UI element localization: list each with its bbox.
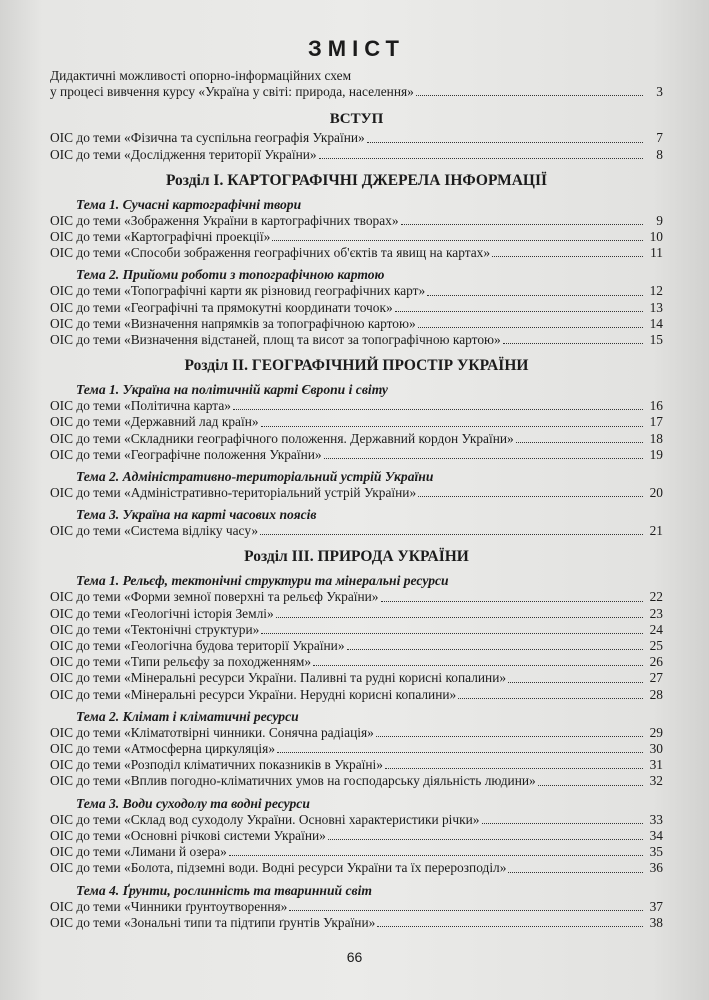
dot-leader bbox=[508, 682, 643, 683]
dot-leader bbox=[416, 95, 643, 96]
toc-entry bbox=[50, 589, 663, 605]
toc-entry bbox=[50, 622, 663, 638]
toc-entry-page: 21 bbox=[649, 523, 663, 539]
vstup-heading: ВСТУП bbox=[329, 111, 384, 128]
theme-heading: Тема 2. Клімат і кліматичні ресурси bbox=[76, 708, 299, 724]
dot-leader bbox=[395, 311, 643, 312]
dot-leader bbox=[229, 855, 643, 856]
toc-entry bbox=[50, 860, 663, 876]
toc-entry bbox=[50, 670, 663, 686]
intro-line-1: Дидактичні можливості опорно-інформаційних схем bbox=[50, 68, 352, 83]
dot-leader bbox=[376, 736, 643, 737]
theme-heading: Тема 1. Україна на політичній карті Європи і світу bbox=[76, 382, 388, 398]
dot-leader bbox=[347, 649, 643, 650]
dot-leader bbox=[516, 442, 643, 443]
toc-entry-page: 3 bbox=[656, 84, 663, 100]
toc-entry bbox=[50, 316, 663, 332]
theme-heading: Тема 3. Води суходолу та водні ресурси bbox=[76, 795, 310, 811]
section-heading: Розділ І. КАРТОГРАФІЧНІ ДЖЕРЕЛА ІНФОРМАЦІЇ bbox=[165, 171, 548, 189]
toc-entry-text: ОІС до теми «Картографічні проекції» bbox=[50, 229, 271, 245]
toc-entry bbox=[50, 398, 663, 414]
toc-entry-text: ОІС до теми «Державний лад країн» bbox=[50, 414, 259, 430]
toc-entry-text: ОІС до теми «Основні річкові системи України» bbox=[50, 827, 326, 843]
toc-entry-text: ОІС до теми «Мінеральні ресурси України. Паливні та рудні корисні копалини» bbox=[50, 670, 507, 686]
toc-entry bbox=[50, 447, 663, 463]
toc-entry-text: ОІС до теми «Розподіл кліматичних показників в Україні» bbox=[50, 757, 383, 773]
toc-entry-text: ОІС до теми «Система відліку часу» bbox=[50, 523, 259, 539]
theme-heading: Тема 2. Адміністративно-територіальний устрій України bbox=[76, 469, 434, 485]
dot-leader bbox=[385, 768, 643, 769]
toc-entry-text: ОІС до теми «Лимани й озера» bbox=[50, 844, 227, 860]
toc-entry-page: 15 bbox=[649, 332, 663, 348]
toc-entry-page: 11 bbox=[650, 245, 663, 261]
toc-entry-text: ОІС до теми «Склад вод суходолу України. Основні характеристики річки» bbox=[50, 811, 480, 827]
toc-entry bbox=[50, 654, 663, 670]
dot-leader bbox=[492, 256, 643, 257]
toc-entry-text: ОІС до теми «Зображення України в картографічних творах» bbox=[50, 212, 399, 228]
theme-heading: Тема 4. Ґрунти, рослинність та тваринний світ bbox=[76, 882, 372, 898]
toc-entry bbox=[50, 844, 663, 860]
dot-leader bbox=[260, 534, 643, 535]
toc-entry-page: 25 bbox=[649, 638, 663, 654]
dot-leader bbox=[401, 224, 643, 225]
dot-leader bbox=[381, 601, 643, 602]
toc-entry bbox=[50, 638, 663, 654]
toc-entry-text: ОІС до теми «Політична карта» bbox=[50, 398, 231, 414]
dot-leader bbox=[289, 910, 643, 911]
toc-entry-page: 28 bbox=[649, 686, 663, 702]
toc-entry-page: 35 bbox=[649, 844, 663, 860]
dot-leader bbox=[313, 665, 643, 666]
toc-entry bbox=[50, 414, 663, 430]
toc-entry bbox=[50, 687, 663, 703]
dot-leader bbox=[261, 426, 643, 427]
dot-leader bbox=[427, 295, 643, 296]
dot-leader bbox=[482, 823, 644, 824]
toc-entry-text: ОІС до теми «Фізична та суспільна географія України» bbox=[50, 130, 365, 146]
dot-leader bbox=[261, 633, 643, 634]
toc-entry bbox=[50, 773, 663, 789]
toc-entry-page: 10 bbox=[649, 229, 663, 245]
intro-line-2 bbox=[50, 84, 663, 100]
toc-entry-page: 29 bbox=[649, 724, 663, 740]
toc-entry bbox=[50, 757, 663, 773]
toc-entry-page: 12 bbox=[649, 283, 663, 299]
toc-entry bbox=[50, 741, 663, 757]
toc-entry-page: 23 bbox=[649, 605, 663, 621]
toc-entry-text: ОІС до теми «Мінеральні ресурси України. Нерудні корисні копалини» bbox=[50, 686, 457, 702]
toc-entry-page: 24 bbox=[649, 621, 663, 637]
toc-entry bbox=[50, 245, 663, 261]
toc-entry bbox=[50, 725, 663, 741]
dot-leader bbox=[319, 158, 643, 159]
toc-entry-text: у процесі вивчення курсу «Україна у світі: природа, населення» bbox=[50, 84, 414, 100]
theme-heading: Тема 1. Сучасні картографічні твори bbox=[76, 196, 302, 212]
toc-entry-page: 31 bbox=[649, 757, 663, 773]
intro-entry bbox=[50, 68, 663, 100]
toc-entry-text: ОІС до теми «Болота, підземні води. Водні ресурси України та їх перерозподіл» bbox=[50, 860, 507, 876]
toc-entry-text: ОІС до теми «Топографічні карти як різновид географічних карт» bbox=[50, 283, 426, 299]
toc-entry-page: 30 bbox=[649, 741, 663, 757]
toc-entry bbox=[50, 300, 663, 316]
dot-leader bbox=[233, 409, 643, 410]
toc-entry-text: ОІС до теми «Географічне положення України» bbox=[50, 446, 322, 462]
toc-entry-text: ОІС до теми «Геологічна будова території України» bbox=[50, 638, 345, 654]
toc-entry bbox=[50, 213, 663, 229]
toc-entry bbox=[50, 332, 663, 348]
dot-leader bbox=[418, 496, 643, 497]
toc-entry bbox=[50, 130, 663, 146]
toc-entry-page: 37 bbox=[649, 898, 663, 914]
toc-entry-text: ОІС до теми «Зональні типи та підтипи ґрунтів України» bbox=[50, 914, 376, 930]
toc-entry-text: ОІС до теми «Тектонічні структури» bbox=[50, 621, 260, 637]
toc-entry-page: 14 bbox=[649, 315, 663, 331]
dot-leader bbox=[272, 240, 643, 241]
toc-entry-page: 8 bbox=[656, 146, 663, 162]
toc-entry bbox=[50, 828, 663, 844]
theme-heading: Тема 3. Україна на карті часових поясів bbox=[76, 507, 317, 523]
toc-entry-page: 33 bbox=[649, 811, 663, 827]
dot-leader bbox=[458, 698, 643, 699]
toc-entry-page: 16 bbox=[649, 398, 663, 414]
sections-container bbox=[50, 171, 663, 931]
toc-entry-text: ОІС до теми «Визначення напрямків за топографічною картою» bbox=[50, 315, 416, 331]
toc-entry-page: 36 bbox=[649, 860, 663, 876]
toc-entry bbox=[50, 606, 663, 622]
toc-entry-text: ОІС до теми «Форми земної поверхні та рельєф України» bbox=[50, 589, 379, 605]
toc-entry bbox=[50, 899, 663, 915]
vstup-list bbox=[50, 130, 663, 162]
toc-entry bbox=[50, 812, 663, 828]
toc-entry-text: ОІС до теми «Типи рельєфу за походженням» bbox=[50, 654, 312, 670]
toc-entry bbox=[50, 147, 663, 163]
toc-entry bbox=[50, 229, 663, 245]
dot-leader bbox=[503, 343, 643, 344]
page-number: 66 bbox=[346, 949, 363, 965]
section-heading: Розділ ІІІ. ПРИРОДА УКРАЇНИ bbox=[244, 548, 469, 566]
dot-leader bbox=[377, 926, 643, 927]
toc-entry-text: ОІС до теми «Адміністративно-територіальний устрій України» bbox=[50, 485, 417, 501]
toc-entry-page: 18 bbox=[649, 430, 663, 446]
toc-entry bbox=[50, 431, 663, 447]
toc-entry-text: ОІС до теми «Визначення відстаней, площ та висот за топографічною картою» bbox=[50, 332, 501, 348]
toc-entry bbox=[50, 523, 663, 539]
page-title: ЗМІСТ bbox=[308, 36, 405, 61]
toc-entry-page: 9 bbox=[656, 212, 663, 228]
toc-entry-page: 32 bbox=[649, 773, 663, 789]
dot-leader bbox=[418, 327, 643, 328]
toc-entry-page: 20 bbox=[649, 485, 663, 501]
dot-leader bbox=[276, 617, 643, 618]
toc-entry bbox=[50, 283, 663, 299]
theme-heading: Тема 2. Прийоми роботи з топографічною картою bbox=[76, 267, 385, 283]
toc-entry-page: 13 bbox=[649, 299, 663, 315]
toc-entry bbox=[50, 915, 663, 931]
toc-entry-text: ОІС до теми «Дослідження території України» bbox=[50, 146, 317, 162]
toc-entry bbox=[50, 485, 663, 501]
toc-entry-page: 34 bbox=[649, 827, 663, 843]
toc-entry-page: 17 bbox=[649, 414, 663, 430]
toc-entry-text: ОІС до теми «Географічні та прямокутні координати точок» bbox=[50, 299, 393, 315]
toc-entry-text: ОІС до теми «Атмосферна циркуляція» bbox=[50, 741, 276, 757]
toc-entry-page: 26 bbox=[649, 654, 663, 670]
dot-leader bbox=[324, 458, 643, 459]
toc-entry-page: 27 bbox=[649, 670, 663, 686]
toc-entry-text: ОІС до теми «Способи зображення географічних об'єктів та явищ на картах» bbox=[50, 245, 491, 261]
dot-leader bbox=[328, 839, 643, 840]
toc-entry-text: ОІС до теми «Чинники ґрунтоутворення» bbox=[50, 898, 288, 914]
toc-entry-text: ОІС до теми «Геологічні історія Землі» bbox=[50, 605, 274, 621]
toc-entry-page: 22 bbox=[649, 589, 663, 605]
dot-leader bbox=[277, 752, 643, 753]
toc-entry-text: ОІС до теми «Кліматотвірні чинники. Сонячна радіація» bbox=[50, 724, 374, 740]
toc-entry-text: ОІС до теми «Вплив погодно-кліматичних умов на господарську діяльність людини» bbox=[50, 773, 536, 789]
toc-entry-text: ОІС до теми «Складники географічного положення. Державний кордон України» bbox=[50, 430, 514, 446]
dot-leader bbox=[508, 872, 643, 873]
toc-entry-page: 7 bbox=[656, 130, 663, 146]
section-heading: Розділ ІІ. ГЕОГРАФІЧНИЙ ПРОСТІР УКРАЇНИ bbox=[184, 357, 529, 375]
toc-entry-page: 19 bbox=[649, 446, 663, 462]
dot-leader bbox=[538, 785, 643, 786]
toc-entry-page: 38 bbox=[649, 914, 663, 930]
dot-leader bbox=[367, 142, 643, 143]
theme-heading: Тема 1. Рельєф, тектонічні структури та мінеральні ресурси bbox=[76, 573, 449, 589]
